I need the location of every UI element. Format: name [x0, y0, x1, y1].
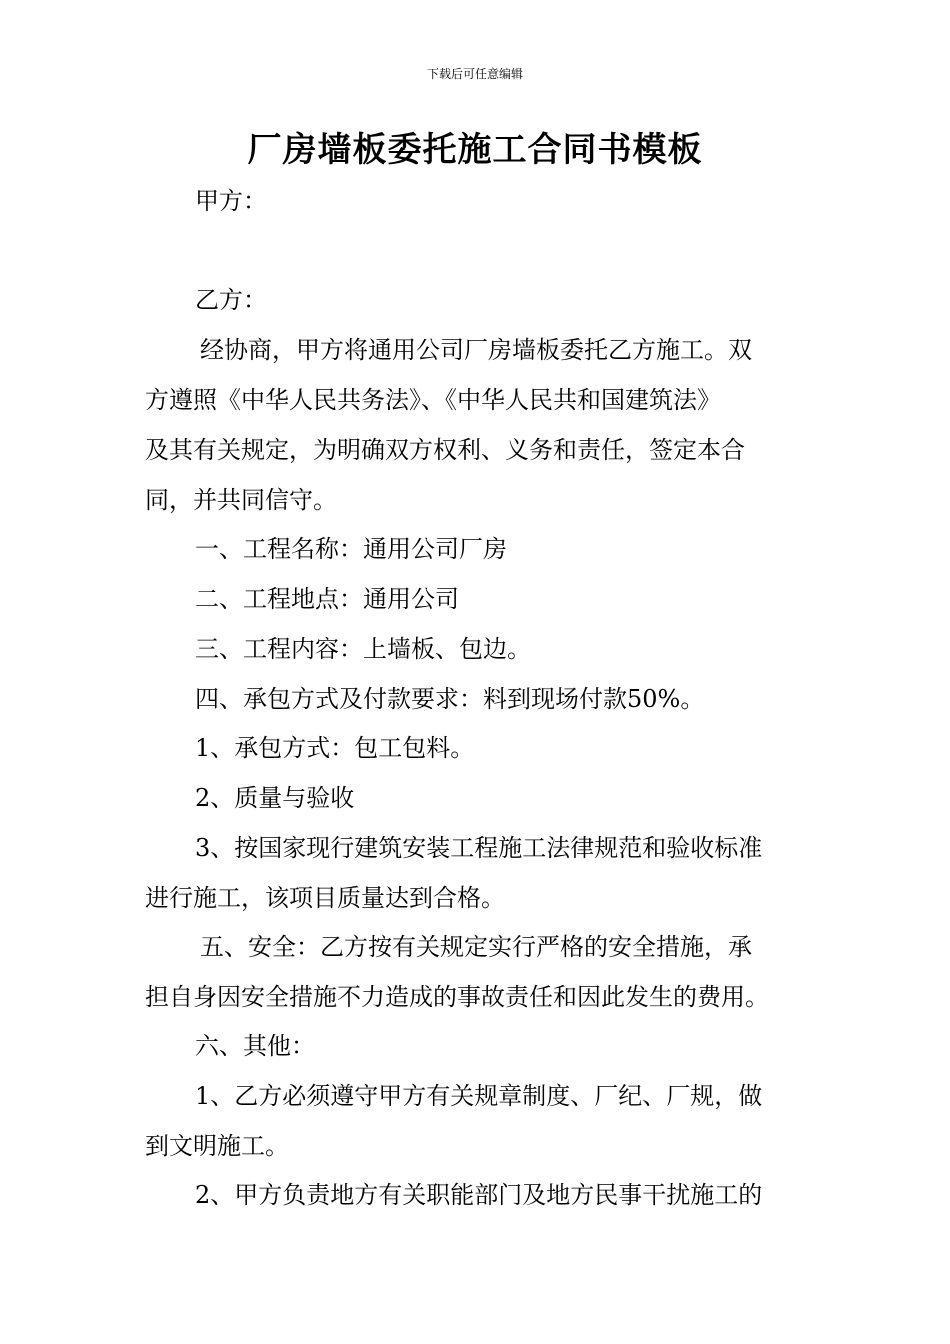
item-project-location: 二、工程地点：通用公司 — [195, 585, 459, 613]
other1-line-2: 到文明施工。 — [145, 1132, 289, 1160]
party-b-label: 乙方： — [195, 286, 267, 314]
intro-line-1: 经协商，甲方将通用公司厂房墙板委托乙方施工。双 — [200, 336, 752, 364]
safety-line-2: 担自身因安全措施不力造成的事故责任和因此发生的费用。 — [145, 983, 769, 1011]
party-a-label: 甲方： — [195, 187, 267, 215]
item-other-2 — [145, 1170, 810, 1220]
item-contract-mode: 1、承包方式：包工包料。 — [195, 734, 475, 762]
item-other-1 — [145, 1071, 810, 1171]
item-project-content: 三、工程内容：上墙板、包边。 — [195, 635, 531, 663]
document-title: 厂房墙板委托施工合同书模板 — [247, 130, 703, 170]
intro-line-2: 方遵照《中华人民共务法》、《中华人民共和国建筑法》 — [145, 386, 721, 414]
item-standard — [145, 823, 810, 923]
intro-line-3: 及其有关规定，为明确双方权利、义务和责任，签定本合 — [145, 436, 745, 464]
item-quality: 2、质量与验收 — [195, 784, 355, 812]
item-contract-payment: 四、承包方式及付款要求：料到现场付款50%。 — [195, 685, 705, 713]
item-other: 六、其他： — [195, 1032, 315, 1060]
item-project-name: 一、工程名称：通用公司厂房 — [195, 535, 507, 563]
page-header-note: 下载后可任意编辑 — [426, 67, 523, 81]
standard-line-1: 3、按国家现行建筑安装工程施工法律规范和验收标准 — [195, 834, 763, 862]
safety-line-1: 五、安全：乙方按有关规定实行严格的安全措施，承 — [200, 933, 752, 961]
other1-line-1: 1、乙方必须遵守甲方有关规章制度、厂纪、厂规，做 — [195, 1082, 763, 1110]
item-safety — [145, 922, 810, 1022]
other2-line-1: 2、甲方负责地方有关职能部门及地方民事干扰施工的 — [195, 1181, 763, 1209]
intro-paragraph — [145, 325, 810, 525]
intro-line-4: 同，并共同信守。 — [145, 486, 337, 514]
standard-line-2: 进行施工，该项目质量达到合格。 — [145, 884, 505, 912]
